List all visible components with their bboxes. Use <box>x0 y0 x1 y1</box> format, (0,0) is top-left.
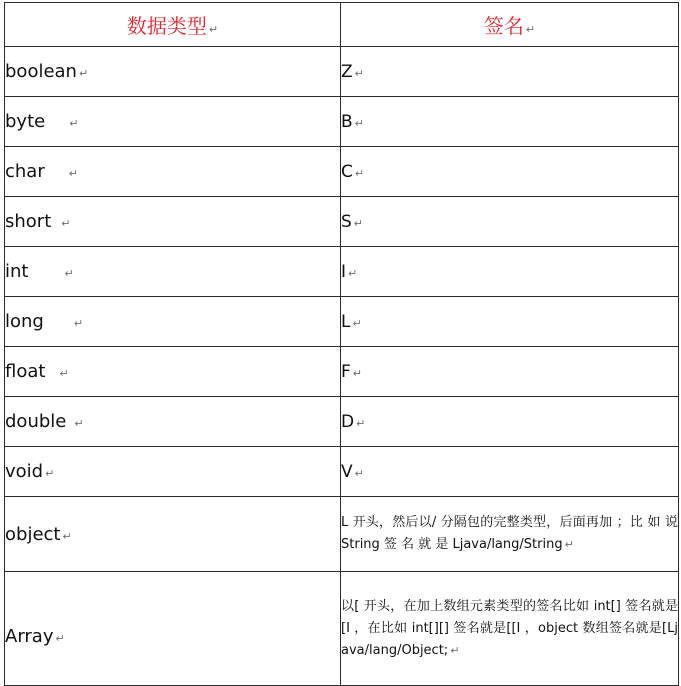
return-mark-icon: ↵ <box>62 529 72 543</box>
table-row <box>5 397 679 447</box>
return-mark-icon: ↵ <box>525 23 536 36</box>
table-row-array <box>5 572 679 686</box>
signature-value: S <box>341 211 352 232</box>
header-signature <box>341 3 679 47</box>
type-name: short <box>5 211 52 232</box>
type-cell <box>5 147 341 197</box>
table-row <box>5 147 679 197</box>
type-name: char <box>5 161 45 182</box>
header-data-type-label: 数据类型 <box>126 14 207 38</box>
table-row <box>5 247 679 297</box>
table-row <box>5 347 679 397</box>
type-cell <box>5 397 341 447</box>
signature-cell <box>341 97 679 147</box>
return-mark-icon: ↵ <box>356 416 366 430</box>
type-name: boolean <box>5 61 77 82</box>
type-name: void <box>5 461 44 482</box>
signature-table <box>4 2 679 686</box>
return-mark-icon: ↵ <box>450 643 460 657</box>
return-mark-icon: ↵ <box>352 366 362 380</box>
type-name: Array <box>5 626 54 647</box>
return-mark-icon: ↵ <box>69 117 79 130</box>
type-name: double <box>5 411 67 432</box>
signature-value: V <box>341 461 353 482</box>
return-mark-icon: ↵ <box>354 166 365 180</box>
return-mark-icon: ↵ <box>348 266 358 280</box>
table-row <box>5 47 679 97</box>
return-mark-icon: ↵ <box>55 632 65 645</box>
return-mark-icon: ↵ <box>73 317 84 330</box>
table-row <box>5 297 679 347</box>
table-row <box>5 97 679 147</box>
table-header-row <box>5 3 679 47</box>
return-mark-icon: ↵ <box>68 167 78 180</box>
header-data-type <box>5 3 341 47</box>
type-name: float <box>5 361 46 382</box>
return-mark-icon: ↵ <box>354 66 364 80</box>
signature-cell <box>341 347 679 397</box>
signature-cell <box>341 147 679 197</box>
header-signature-label: 签名 <box>483 14 524 38</box>
table-row <box>5 197 679 247</box>
signature-value: B <box>341 111 353 132</box>
return-mark-icon: ↵ <box>61 217 71 230</box>
signature-value: C <box>341 161 353 182</box>
signature-value: D <box>341 411 355 432</box>
type-name: byte <box>5 111 46 132</box>
type-name: long <box>5 311 44 332</box>
return-mark-icon: ↵ <box>59 367 69 380</box>
type-cell <box>5 97 341 147</box>
type-cell <box>5 247 341 297</box>
type-name: int <box>5 261 29 282</box>
type-cell <box>5 347 341 397</box>
return-mark-icon: ↵ <box>354 116 364 130</box>
return-mark-icon: ↵ <box>354 466 364 480</box>
table-row-object <box>5 497 679 572</box>
signature-cell <box>341 197 679 247</box>
object-signature-description <box>341 497 679 572</box>
signature-value: L <box>341 311 351 332</box>
array-signature-description <box>341 572 679 686</box>
type-cell <box>5 572 341 686</box>
signature-cell <box>341 297 679 347</box>
type-cell <box>5 197 341 247</box>
description-text: 以[ 开头，在加上数组元素类型的签名比如 int[] 签名就是[I ，在比如 int[][] 签名就是[[I ，object 数组签名就是[Ljava/lang/Object; <box>341 598 678 658</box>
type-cell <box>5 297 341 347</box>
signature-value: I <box>341 261 347 282</box>
return-mark-icon: ↵ <box>45 467 55 480</box>
return-mark-icon: ↵ <box>64 267 74 280</box>
return-mark-icon: ↵ <box>564 538 574 551</box>
signature-value: F <box>341 361 351 382</box>
return-mark-icon: ↵ <box>352 316 362 330</box>
signature-cell <box>341 47 679 97</box>
signature-cell <box>341 447 679 497</box>
return-mark-icon: ↵ <box>74 417 84 430</box>
type-cell <box>5 47 341 97</box>
table-row <box>5 447 679 497</box>
description-text: L 开头，然后以/ 分隔包的完整类型，后面再加 ；比 如 说 String 签 名 就 是 Ljava/lang/String <box>341 515 678 552</box>
signature-value: Z <box>341 61 353 82</box>
signature-cell <box>341 397 679 447</box>
type-cell <box>5 497 341 572</box>
return-mark-icon: ↵ <box>208 23 219 36</box>
type-name: object <box>5 523 61 545</box>
type-cell <box>5 447 341 497</box>
signature-cell <box>341 247 679 297</box>
return-mark-icon: ↵ <box>78 67 89 80</box>
return-mark-icon: ↵ <box>353 216 364 230</box>
